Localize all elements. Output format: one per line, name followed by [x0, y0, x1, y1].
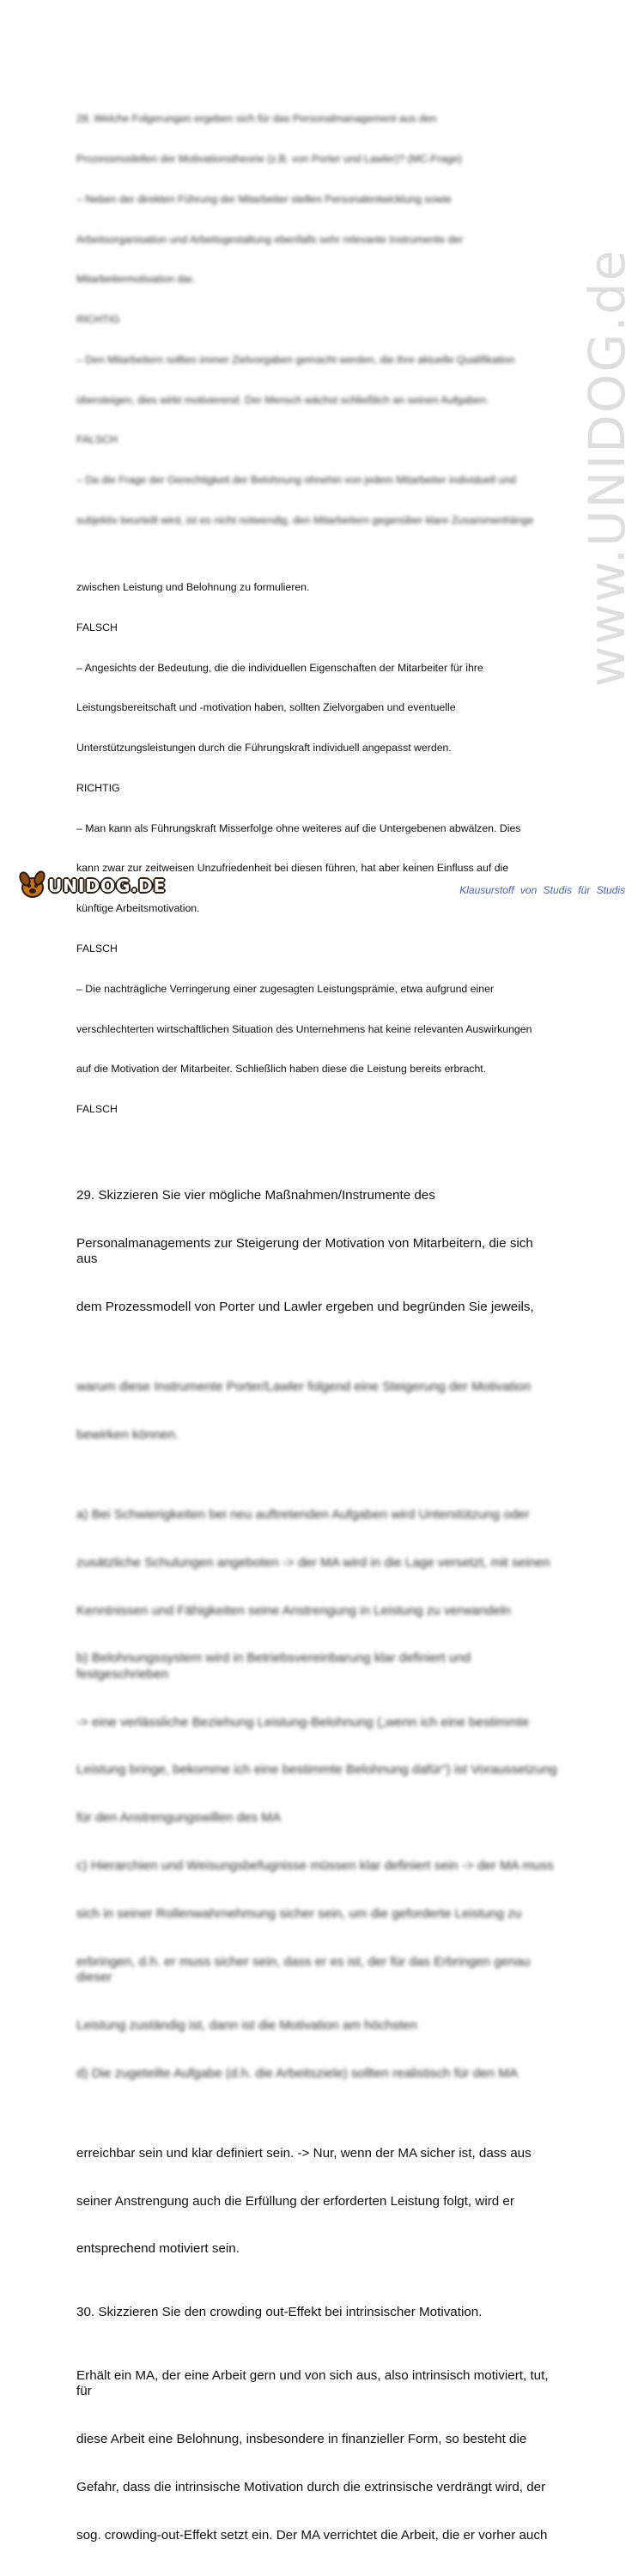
text-line: 28. Welche Folgerungen ergeben sich für das Personalmanagement aus den	[76, 112, 437, 125]
text-line: Leistungsbereitschaft und -motivation haben, sollten Zielvorgaben und eventuelle	[76, 701, 456, 714]
text-line: Gefahr, dass die intrinsische Motivation durch die extrinsische verdrängt wird, der	[76, 2480, 546, 2494]
text-line: Mitarbeitermotivation dar.	[76, 273, 196, 286]
text-line: Personalmanagements zur Steigerung der Motivation von Mitarbeitern, die sich aus	[76, 1235, 538, 1267]
text-line: auf die Motivation der Mitarbeiter. Schließlich haben diese die Leistung bereits erbracht.	[76, 1063, 487, 1076]
text-line: für den Anstrengungswillen des MA	[76, 1810, 282, 1826]
answer-verdict: FALSCH	[76, 1103, 118, 1116]
logo-text: UNIDOG.DE	[48, 875, 167, 896]
text-line: verschlechterten wirtschaftlichen Situation des Unternehmens hat keine relevanten Auswirkungen	[76, 1022, 532, 1035]
text-line: übersteigen, dies wirkt motivierend. Der Mensch wächst schließlich an seinen Aufgaben.	[76, 393, 489, 406]
text-line: d) Die zugeteilte Aufgabe (d.h. die Arbeitsziele) sollten realistisch für den MA	[76, 2065, 519, 2081]
text-line: – Die nachträgliche Verringerung einer zugesagten Leistungsprämie, etwa aufgrund einer	[76, 982, 495, 995]
text-line: Erhält ein MA, der eine Arbeit gern und von sich aus, also intrinsisch motiviert, tut, für	[76, 2367, 552, 2399]
question-29-heading	[76, 1156, 557, 1348]
text-line: 29. Skizzieren Sie vier mögliche Maßnahmen/Instrumente des	[76, 1188, 435, 1203]
answer-verdict: FALSCH	[76, 621, 118, 633]
text-line: erbringen, d.h. er muss sicher sein, dass er es ist, der für das Erbringen genau dieser	[76, 1954, 534, 1985]
question-30-answer	[76, 2337, 557, 2576]
text-line: Prozessmodellen der Motivationstheorie (z.B. von Porter und Lawler)? (MC-Frage)	[76, 152, 463, 165]
question-30	[76, 2305, 557, 2576]
text-line: sog. crowding-out-Effekt setzt ein. Der MA verrichtet die Arbeit, die er vorher auch	[76, 2527, 548, 2543]
footer-tagline: Klausurstoff von Studis für Studis	[459, 884, 625, 896]
text-line: entsprechend motiviert sein.	[76, 2241, 240, 2257]
text-line: b) Belohnungssystem wird in Betriebsvereinbarung klar definiert und festgeschrieben	[76, 1651, 475, 1682]
text-line: warum diese Instrumente Porter/Lawler folgend eine Steigerung der Motivation	[76, 1379, 532, 1395]
text-line: dem Prozessmodell von Porter und Lawler ergeben und begründen Sie jeweils,	[76, 1300, 534, 1315]
text-line: FALSCH	[76, 433, 118, 446]
text-line: – Angesichts der Bedeutung, die die individuellen Eigenschaften der Mitarbeiter für ihre	[76, 661, 483, 674]
question-29	[76, 1156, 557, 2289]
text-line: c) Hierarchien und Weisungsbefugnisse müssen klar definiert sein -> der MA muss	[76, 1858, 554, 1874]
text-line: Leistung bringe, bekomme ich eine bestimmte Belohnung dafür“) ist Voraussetzung	[76, 1762, 557, 1778]
text-line: zusätzliche Schulungen angeboten -> der MA wird in die Lage versetzt, mit seinen	[76, 1555, 550, 1570]
text-line: – Man kann als Führungskraft Misserfolge ohne weiteres auf die Untergebenen abwälzen. Dies	[76, 821, 521, 834]
answer-verdict: RICHTIG	[76, 781, 120, 794]
question-29-clear-tail	[76, 2114, 557, 2290]
watermark: www.UNIDOG.de	[578, 248, 636, 688]
question-28-blurred-block	[76, 86, 557, 555]
text-line: a) Bei Schwierigkeiten bei neu auftretenden Aufgaben wird Unterstützung oder	[76, 1506, 530, 1522]
document-body	[76, 86, 557, 2576]
text-line: seiner Anstrengung auch die Erfüllung der erforderten Leistung folgt, wird er	[76, 2193, 514, 2209]
text-line: Unterstützungsleistungen durch die Führungskraft individuell angepasst werden.	[76, 742, 452, 755]
text-line: künftige Arbeitsmotivation.	[76, 902, 200, 915]
text-line: Arbeitsorganisation und Arbeitsgestaltung ebenfalls sehr relevante Instrumente der	[76, 233, 464, 245]
text-line: diese Arbeit eine Belohnung, insbesondere in finanzieller Form, so besteht die	[76, 2432, 527, 2447]
text-line: RICHTIG	[76, 313, 120, 326]
text-line: erreichbar sein und klar definiert sein. -> Nur, wenn der MA sicher ist, dass aus	[76, 2145, 532, 2161]
text-line: kann zwar zur zeitweisen Unzufriedenheit bei diesen führen, hat aber keinen Einfluss auf die	[76, 862, 509, 875]
text-line: sich in seiner Rollenwahrnehmung sicher sein, um die geforderte Leistung zu	[76, 1906, 522, 1921]
text-line: bewirken können.	[76, 1427, 179, 1442]
text-line: Leistung zuständig ist, dann ist die Motivation am höchsten	[76, 2017, 417, 2033]
text-line: – Neben der direkten Führung der Mitarbeiter stellen Personalentwicklung sowie	[76, 192, 452, 205]
text-line: zwischen Leistung und Belohnung zu formulieren.	[76, 580, 310, 593]
question-28	[76, 86, 557, 1143]
text-line: – Den Mitarbeitern sollten immer Zielvorgaben gemacht werden, die ihre aktuelle Qualifikation	[76, 353, 515, 366]
text-line: subjektiv beurteilt wird, ist es nicht notwendig, den Mitarbeitern gegenüber klare Zusammenhänge	[76, 514, 534, 526]
unidog-logo[interactable]	[17, 867, 166, 904]
text-line: -> eine verlässliche Beziehung Leistung-Belohnung („wenn ich eine bestimmte	[76, 1714, 530, 1730]
question-29-blurred-block	[76, 1348, 557, 2114]
question-30-heading: 30. Skizzieren Sie den crowding out-Effekt bei intrinsischer Motivation.	[76, 2305, 483, 2320]
text-line: Kenntnissen und Fähigkeiten seine Anstrengung in Leistung zu verwandeln	[76, 1603, 511, 1618]
question-28-clear-block	[76, 555, 557, 1143]
answer-verdict: FALSCH	[76, 943, 118, 955]
dog-mascot-icon	[17, 867, 52, 904]
text-line: – Da die Frage der Gerechtigkeit der Belohnung ohnehin von jedem Mitarbeiter individuell und	[76, 474, 516, 487]
